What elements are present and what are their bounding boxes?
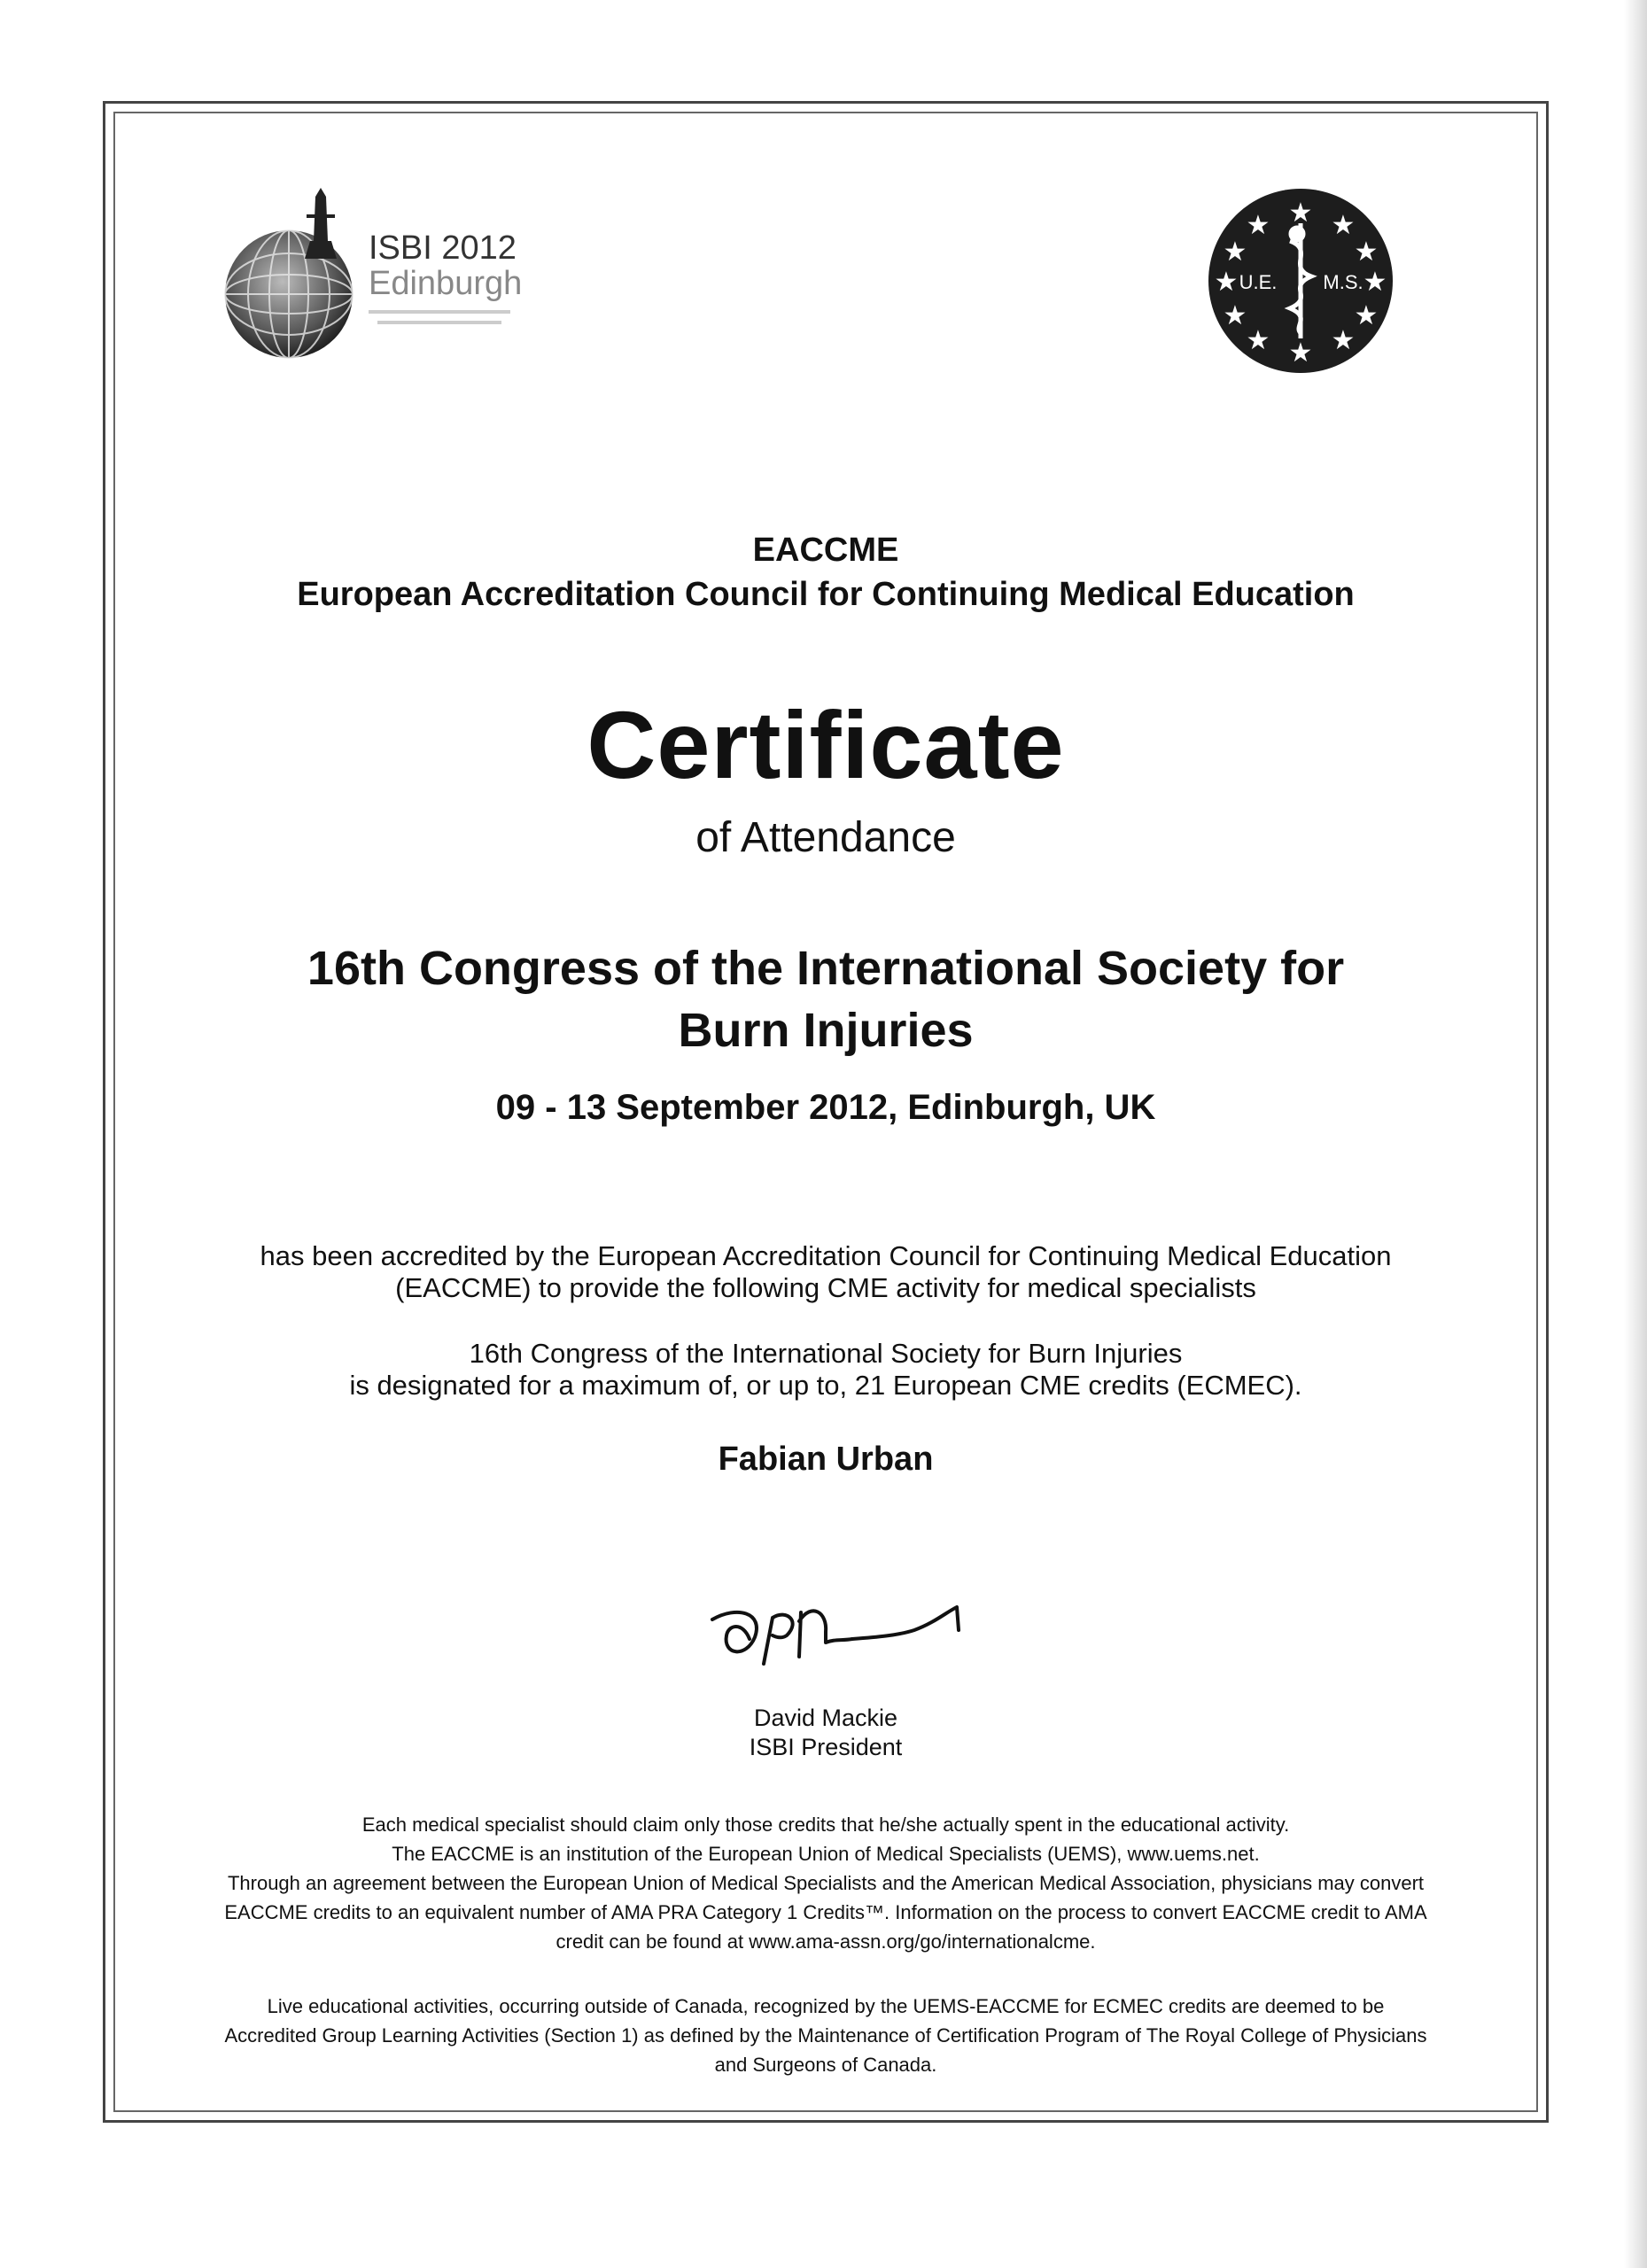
footer-notes-canada: [113, 1992, 1538, 2079]
isbi-logo-city: Edinburgh: [369, 265, 523, 302]
svg-text:★: ★: [1331, 326, 1356, 355]
certificate-title: Certificate: [587, 691, 1065, 798]
footer-line: Live educational activities, occurring outside of Canada, recognized by the UEMS-EACCME for ECMEC credits are deemed to be: [267, 1995, 1385, 2017]
org-full-name: European Accreditation Council for Continuing Medical Education: [297, 576, 1355, 613]
uems-seal-right-text: M.S.: [1323, 271, 1363, 293]
monument-icon: [305, 188, 337, 259]
credit-designation: [113, 1338, 1538, 1402]
isbi-2012-logo: [218, 188, 572, 365]
footer-notes-credits: [113, 1810, 1538, 1956]
footer-line: Accredited Group Learning Activities (Section 1) as defined by the Maintenance of Certification Program of The Royal College of Physicians: [224, 2024, 1427, 2047]
svg-text:★: ★: [1354, 301, 1379, 330]
svg-text:★: ★: [1246, 211, 1270, 240]
svg-text:★: ★: [1354, 237, 1379, 267]
signatory-title: ISBI President: [749, 1734, 903, 1760]
svg-text:★: ★: [1246, 326, 1270, 355]
svg-text:★: ★: [1223, 237, 1247, 267]
event-title-line-1: 16th Congress of the International Society for: [307, 942, 1345, 995]
certificate-subtitle: of Attendance: [695, 814, 956, 861]
signature-image: [702, 1586, 976, 1683]
uems-seal-logo: [1205, 188, 1396, 374]
svg-text:★: ★: [1223, 301, 1247, 330]
footer-line: Each medical specialist should claim only those credits that he/she actually spent in the educational activity.: [361, 1814, 1290, 1836]
designation-line-1: 16th Congress of the International Society for Burn Injuries: [469, 1338, 1183, 1369]
svg-text:★: ★: [1288, 198, 1313, 228]
svg-text:★: ★: [1214, 268, 1239, 297]
accreditation-statement: [113, 1240, 1538, 1304]
footer-line: Through an agreement between the European Union of Medical Specialists and the American Medical Association, physicians may convert: [227, 1872, 1425, 1894]
recipient-name: Fabian Urban: [718, 1441, 934, 1478]
footer-line: The EACCME is an institution of the European Union of Medical Specialists (UEMS), www.uems.net.: [392, 1843, 1260, 1865]
event-title: [113, 937, 1538, 1061]
event-title-line-2: Burn Injuries: [678, 1004, 974, 1057]
org-acronym: EACCME: [752, 532, 899, 569]
isbi-logo-title: ISBI 2012: [369, 229, 517, 267]
accreditation-line-1: has been accredited by the European Accreditation Council for Continuing Medical Education: [260, 1240, 1392, 1271]
svg-text:★: ★: [1288, 338, 1313, 368]
uems-seal-left-text: U.E.: [1239, 271, 1278, 293]
footer-line: and Surgeons of Canada.: [714, 2054, 937, 2076]
svg-text:★: ★: [1363, 268, 1387, 297]
footer-line: EACCME credits to an equivalent number of AMA PRA Category 1 Credits™. Information on the process to convert EACCME credit to AMA: [224, 1901, 1427, 1923]
footer-line: credit can be found at www.ama-assn.org/go/internationalcme.: [555, 1930, 1096, 1953]
event-date-location: 09 - 13 September 2012, Edinburgh, UK: [495, 1088, 1156, 1127]
designation-line-2: is designated for a maximum of, or up to, 21 European CME credits (ECMEC).: [349, 1370, 1302, 1401]
accreditation-line-2: (EACCME) to provide the following CME activity for medical specialists: [395, 1272, 1256, 1303]
signatory-name: David Mackie: [753, 1705, 898, 1731]
svg-text:★: ★: [1331, 211, 1356, 240]
paper-edge-shadow: [1624, 0, 1647, 2268]
